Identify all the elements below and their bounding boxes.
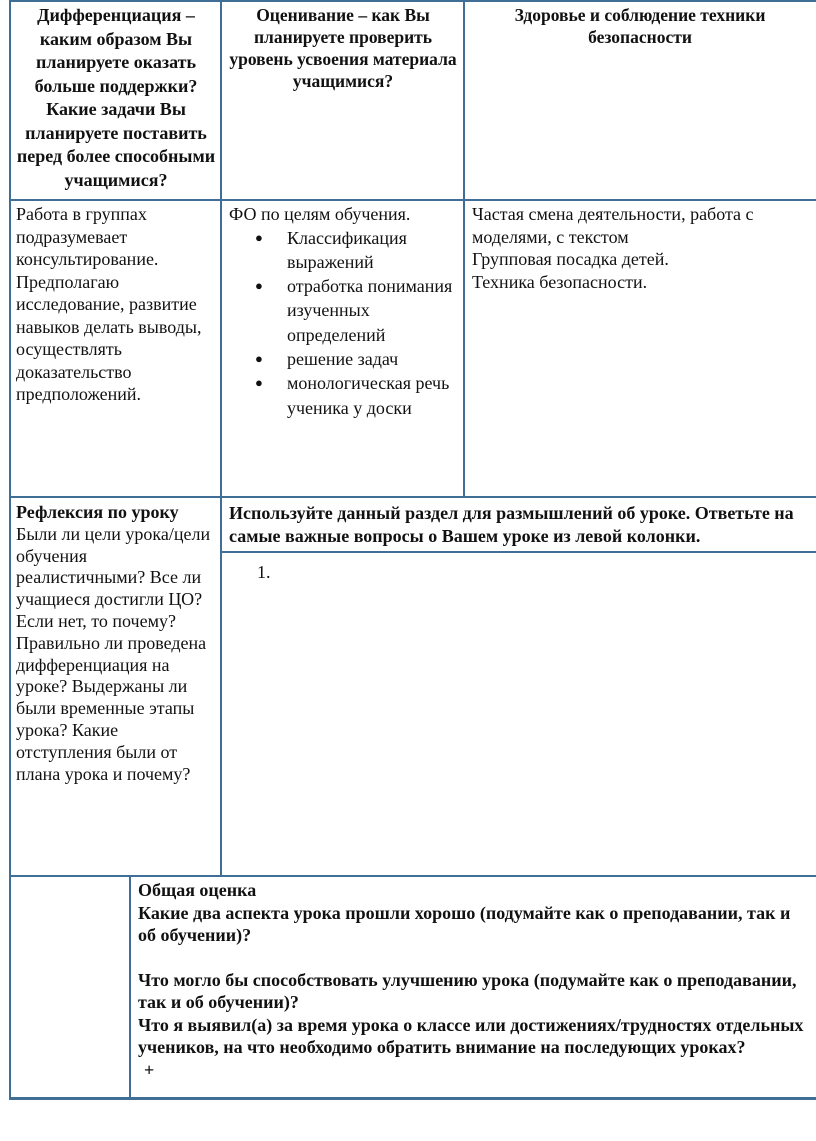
- summary-question-1: Какие два аспекта урока прошли хорошо (подумайте как о преподавании, так и об обучении)?: [138, 902, 791, 945]
- reflection-questions: Были ли цели урока/цели обучения реалистичными? Все ли учащиеся достигли ЦО? Если нет, то почему? Правильно ли проведена дифференциация на уроке? Выдержаны ли были временные этапы урока? Какие отступления были от плана урока и почему?: [16, 523, 211, 784]
- differentiation-text: Работа в группах подразумевает консультирование. Предполагаю исследование, развитие навыков делать выводы, осуществлять доказательство предположений.: [16, 204, 202, 404]
- reflection-instruction: Используйте данный раздел для размышлений об уроке. Ответьте на самые важные вопросы о Вашем уроке из левой колонки.: [229, 503, 794, 546]
- summary-question-2: Что могло бы способствовать улучшению урока (подумайте как о преподавании, так и об обучении)?: [138, 969, 797, 1012]
- health-safety-text: [472, 203, 812, 293]
- plus-sign: +: [144, 1059, 155, 1080]
- table-top-border: [9, 0, 816, 2]
- health-line: Техника безопасности.: [472, 271, 648, 292]
- assessment-intro: ФО по целям обучения.: [229, 204, 411, 224]
- list-item: ● монологическая речь ученика у доски: [255, 373, 450, 418]
- header-row-bottom-border: [9, 199, 816, 201]
- bullet-icon: ●: [255, 350, 263, 366]
- reflection-answer-number: 1.: [257, 562, 271, 582]
- summary-cell: [138, 879, 810, 1081]
- list-item: ● Классификация выражений: [255, 227, 407, 272]
- assessment-list: [229, 226, 461, 420]
- reflection-cell: [16, 502, 216, 785]
- header-assessment: Оценивание – как Вы планируете проверить уровень усвоения материала учащимися?: [229, 5, 457, 91]
- instruction-bottom-border: [221, 551, 816, 553]
- assessment-cell: [229, 203, 461, 420]
- summary-question-3: Что я выявил(а) за время урока о классе или достижениях/трудностях отдельных учеников, на что необходимо обратить внимание на последующих уроках?: [138, 1014, 804, 1057]
- summary-left-border: [129, 876, 131, 1099]
- bullet-icon: ●: [255, 278, 263, 294]
- paragraph-gap: [138, 947, 810, 969]
- list-item: ● отработка понимания изученных определений: [255, 276, 453, 345]
- col2-right-border: [463, 0, 465, 498]
- bullet-icon: ●: [255, 229, 263, 245]
- health-line: Частая смена деятельности, работа с моделями, с текстом: [472, 204, 754, 247]
- header-health-safety: Здоровье и соблюдение техники безопасности: [514, 5, 766, 47]
- reflection-title: Рефлексия по уроку: [16, 502, 179, 522]
- table-left-border: [9, 0, 11, 1100]
- col1-right-border: [220, 0, 222, 877]
- health-line: Групповая посадка детей.: [472, 249, 669, 269]
- bullet-icon: ●: [255, 375, 263, 391]
- header-differentiation: Дифференциация – каким образом Вы планируете оказать больше поддержки? Какие задачи Вы планируете поставить перед более способными учащимися?: [16, 5, 216, 190]
- list-item: ● решение задач: [229, 347, 461, 371]
- summary-title: Общая оценка: [138, 880, 257, 900]
- row1-bottom-border: [9, 496, 816, 498]
